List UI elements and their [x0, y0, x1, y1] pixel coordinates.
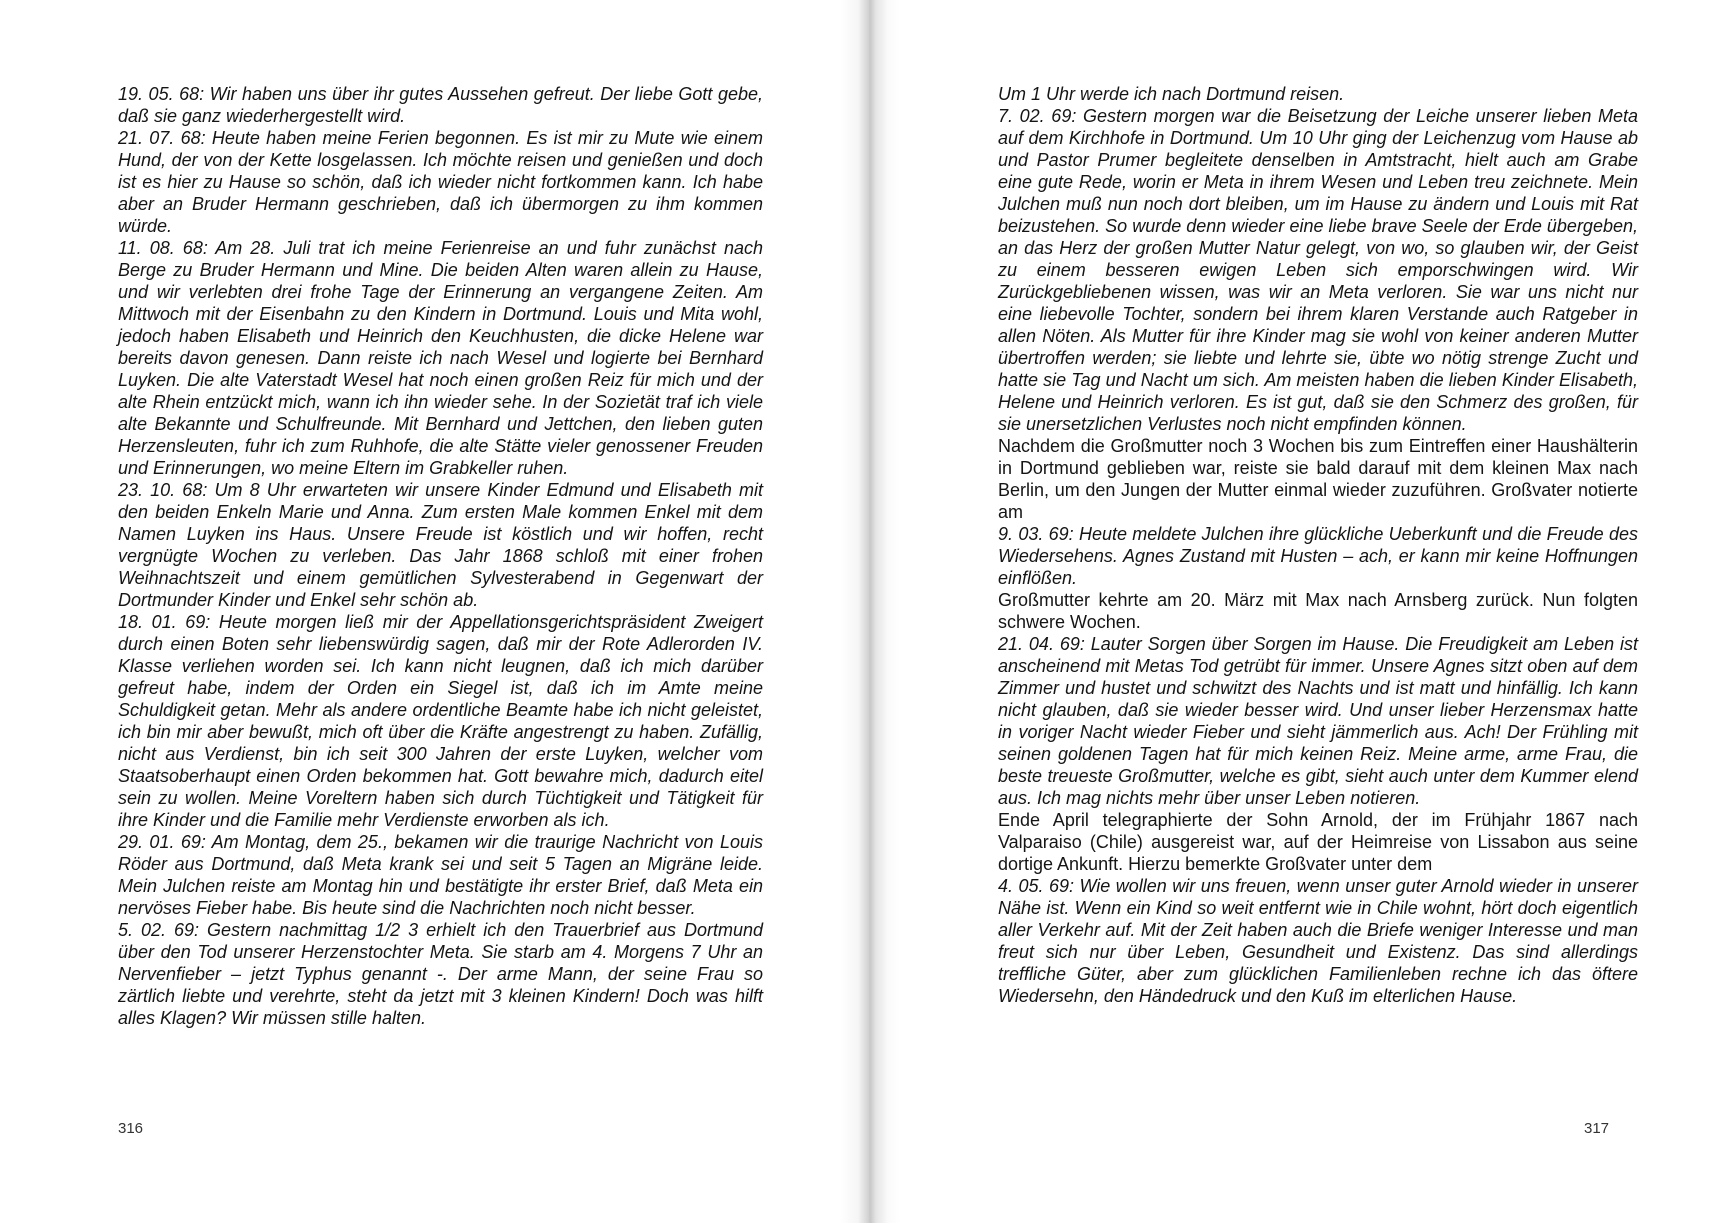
diary-entry: 23. 10. 68: Um 8 Uhr erwarteten wir unsere Kinder Edmund und Elisabeth mit den beiden Enkeln Marie und Anna. Zum ersten Male kommen Enkel mit dem Namen Luyken ins Haus. Unsere Freude ist köstlich und wir hoffen, recht vergnügte Wochen zu verleben. Das Jahr 1868 schloß mit einer frohen Weihnachtszeit und einem gemütlichen Sylvesterabend in Gegenwart der Dortmunder Kinder und Enkel sehr schön ab. [118, 480, 763, 610]
diary-entry: 29. 01. 69: Am Montag, dem 25., bekamen wir die traurige Nachricht von Louis Röder aus Dortmund, daß Meta krank sei und seit 5 Tagen an Migräne leide. Mein Julchen reiste am Montag hin und bestätigte ihr erster Brief, daß Meta ein nervöses Fieber habe. Bis heute sind die Nachrichten noch nicht besser. [118, 832, 763, 918]
page-number-left: 316 [118, 1120, 144, 1137]
diary-entry: 18. 01. 69: Heute morgen ließ mir der Appellationsgerichtspräsident Zweigert durch einen Boten sehr liebenswürdig sagen, daß mir der Rote Adlerorden IV. Klasse verliehen worden sei. Ich kann nicht leugnen, daß ich mich darüber gefreut habe, indem der Orden ein Siegel ist, daß ich im Amte meine Schuldigkeit getan. Mehr als andere ordentliche Beamte habe ich nicht geleistet, ich bin mir aber bewußt, mich oft über die Kräfte angestrengt zu haben. Zufällig, nicht aus Verdienst, bin ich seit 300 Jahren der erste Luyken, welcher vom Staatsoberhaupt einen Orden bekommen hat. Gott bewahre mich, dadurch eitel sein zu wollen. Meine Voreltern haben sich durch Tüchtigkeit und Tätigkeit für ihre Kinder und die Familie mehr Verdienste erworben als ich. [118, 612, 763, 830]
diary-entry: 11. 08. 68: Am 28. Juli trat ich meine Ferienreise an und fuhr zunächst nach Berge zu Bruder Hermann und Mine. Die beiden Alten waren allein zu Hause, und wir verlebten drei frohe Tage der Erinnerung an vergangene Zeiten. Am Mittwoch mit der Eisenbahn zu den Kindern in Dortmund. Louis und Mita wohl, jedoch haben Elisabeth und Heinrich den Keuchhusten, die dicke Helene war bereits davon genesen. Dann reiste ich nach Wesel und logierte bei Bernhard Luyken. Die alte Vaterstadt Wesel hat noch einen großen Reiz für mich und der alte Rhein entzückt mich, wann ich ihn wieder sehe. In der Sozietät traf ich viele alte Bekannte und Schulfreunde. Mit Bernhard und Jettchen, den lieben guten Herzensleuten, fuhr ich zum Ruhhofe, die alte Stätte vieler genossener Freuden und Erinnerungen, wo meine Eltern im Grabkeller ruhen. [118, 238, 763, 478]
diary-entry: 9. 03. 69: Heute meldete Julchen ihre glückliche Ueberkunft und die Freude des Wiedersehens. Agnes Zustand mit Husten – ach, er kann mir keine Hoffnungen einflößen. [998, 524, 1638, 588]
left-page-text [118, 83, 763, 1029]
diary-entry: 5. 02. 69: Gestern nachmittag 1/2 3 erhielt ich den Trauerbrief aus Dortmund über den Tod unserer Herzenstochter Meta. Sie starb am 4. Morgens 7 Uhr an Nervenfieber – jetzt Typhus genannt -. Der arme Mann, der seine Frau so zärtlich liebte und verehrte, steht da jetzt mit 3 kleinen Kindern! Doch was hilft alles Klagen? Wir müssen stille halten. [118, 920, 763, 1028]
right-page [870, 0, 1723, 1223]
narrative-paragraph: Großmutter kehrte am 20. März mit Max nach Arnsberg zurück. Nun folgten schwere Wochen. [998, 590, 1638, 632]
right-page-text [998, 83, 1638, 1007]
diary-entry: Um 1 Uhr werde ich nach Dortmund reisen. [998, 84, 1345, 104]
narrative-paragraph: Nachdem die Großmutter noch 3 Wochen bis zum Eintreffen einer Haushälterin in Dortmund geblieben war, reiste sie bald darauf mit dem kleinen Max nach Berlin, um den Jungen der Mutter einmal wieder zuzuführen. Großvater notierte am [998, 436, 1638, 522]
narrative-paragraph: Ende April telegraphierte der Sohn Arnold, der im Frühjahr 1867 nach Valparaiso (Chile) ausgereist war, auf der Heimreise von Lissabon aus seine dortige Ankunft. Hierzu bemerkte Großvater unter dem [998, 810, 1638, 874]
diary-entry: 19. 05. 68: Wir haben uns über ihr gutes Aussehen gefreut. Der liebe Gott gebe, daß sie ganz wiederhergestellt wird. [118, 84, 763, 126]
diary-entry: 21. 07. 68: Heute haben meine Ferien begonnen. Es ist mir zu Mute wie einem Hund, der von der Kette losgelassen. Ich möchte reisen und genießen und doch ist es hier zu Hause so schön, daß ich wieder nicht fortkommen kann. Ich habe aber an Bruder Hermann geschrieben, daß ich übermorgen zu ihm kommen würde. [118, 128, 763, 236]
diary-entry: 21. 04. 69: Lauter Sorgen über Sorgen im Hause. Die Freudigkeit am Leben ist anscheinend mit Metas Tod getrübt für immer. Unsere Agnes sitzt oben auf dem Zimmer und hustet und schwitzt des Nachts und ist matt und hinfällig. Ich kann nicht glauben, daß sie wieder besser wird. Und unser lieber Herzensmax hatte in voriger Nacht wieder Fieber und sieht jämmerlich aus. Ach! Der Frühling mit seinen goldenen Tagen hat für mich keinen Reiz. Meine arme, arme Frau, die beste treueste Großmutter, welche es gibt, sieht auch unter dem Kummer elend aus. Ich mag nichts mehr über unser Leben notieren. [998, 634, 1638, 808]
diary-entry: 7. 02. 69: Gestern morgen war die Beisetzung der Leiche unserer lieben Meta auf dem Kirchhofe in Dortmund. Um 10 Uhr ging der Leichenzug vom Hause ab und Pastor Prumer begleitete denselben in Amtstracht, hielt auch am Grabe eine gute Rede, worin er Meta in ihrem Wesen und Leben treu zeichnete. Mein Julchen muß nun noch dort bleiben, um im Hause zu ändern und Louis mit Rat beizustehen. So wurde denn wieder eine liebe brave Seele der Erde übergeben, an das Herz der großen Mutter Natur gelegt, von wo, so glauben wir, der Geist zu einem besseren ewigen Leben sich emporschwingen wird. Wir Zurückgebliebenen wissen, was wir an Meta verloren. Sie war uns nicht nur eine liebevolle Tochter, sondern bei ihrem klaren Verstande auch Ratgeber in allen Nöten. Als Mutter für ihre Kinder mag sie wohl von keiner anderen Mutter übertroffen werden; sie liebte und lehrte sie, übte wo nötig strenge Zucht und hatte sie Tag und Nacht um sich. Am meisten haben die lieben Kinder Elisabeth, Helene und Heinrich verloren. Es ist gut, daß sie den Schmerz des großen, für sie unersetzlichen Verlustes noch nicht empfinden können. [998, 106, 1638, 434]
diary-entry: 4. 05. 69: Wie wollen wir uns freuen, wenn unser guter Arnold wieder in unserer Nähe ist. Wenn ein Kind so weit entfernt wie in Chile wohnt, hört doch eigentlich aller Verkehr auf. Mit der Zeit haben auch die Briefe weniger Interesse und man freut sich nur über Leben, Gesundheit und Existenz. Das sind allerdings treffliche Güter, aber zum glücklichen Familienleben rechne ich das öftere Wiedersehn, den Händedruck und den Kuß im elterlichen Hause. [998, 876, 1638, 1006]
page-number-right: 317 [1584, 1120, 1610, 1137]
